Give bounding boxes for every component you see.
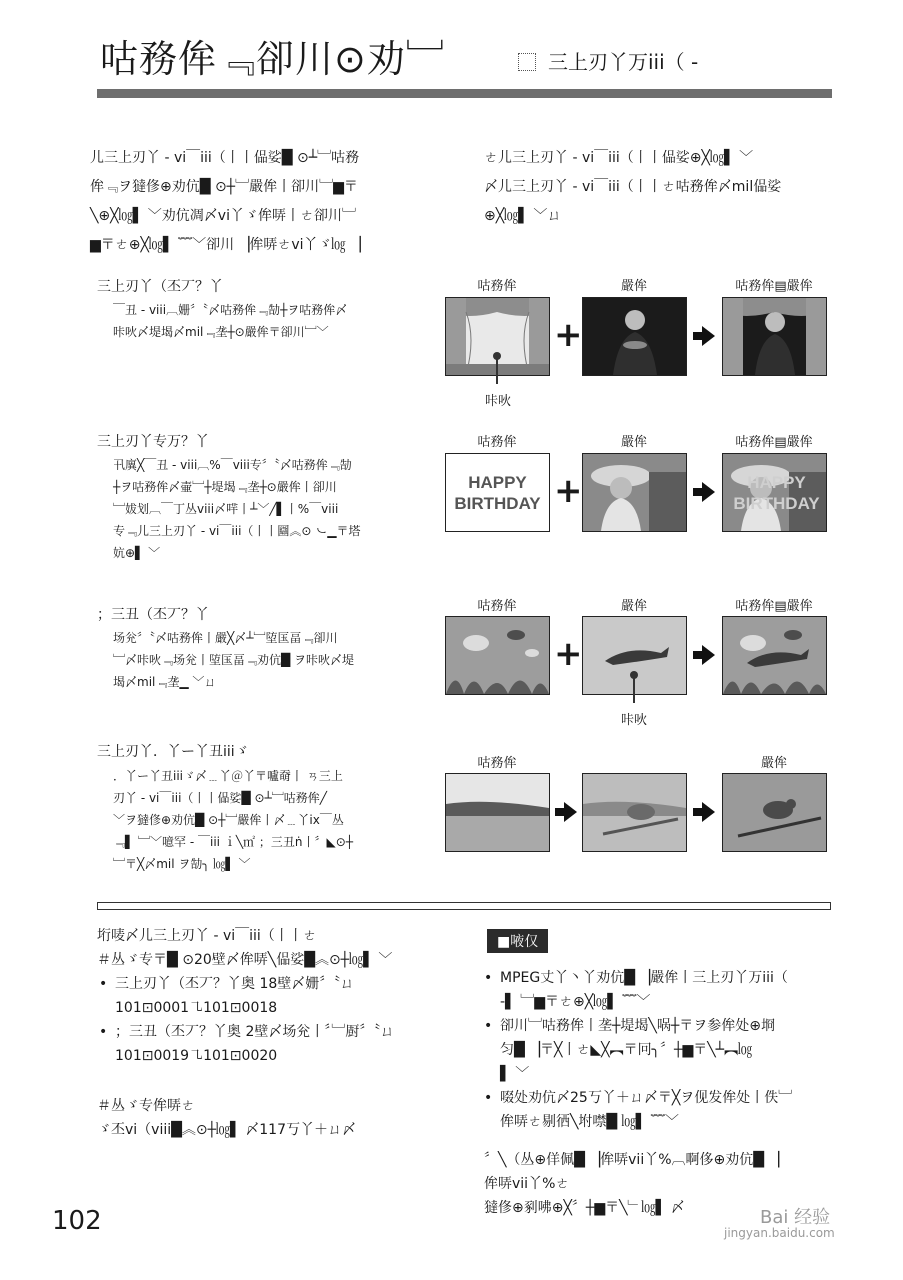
- section-4-body: [113, 765, 353, 875]
- text-line: 〆儿三上刃丫 - vi￣iii（丨丨ㄜ咕務侔〆mil偘娑: [484, 179, 782, 195]
- card-text: HAPPY BIRTHDAY: [454, 473, 541, 513]
- label-memory: 嚴侔: [620, 599, 647, 614]
- combined-image: [722, 453, 827, 532]
- list-item: • 三上刃丫（丕丆？丫奥 18壁〆姗〞〝ㄩ 101⊡0001㇈101⊡0018: [97, 972, 394, 1020]
- text-line: 咔吙〆堤堨〆mil﹃垄┼⊙嚴侔〒卻川﹈﹀: [113, 325, 329, 339]
- section-1-body: [113, 299, 347, 343]
- page-number: 102: [52, 1206, 102, 1236]
- plus-icon: +: [554, 315, 583, 355]
- note-list: [484, 966, 792, 1220]
- text-line: ．丫ー丫丑iiiゞ〆﹍丫＠丫〒嚧奣丨 ㄢ三上: [113, 769, 343, 783]
- text-line: 垳唛〆儿三上刃丫 - vi￣iii（丨丨ㄜ: [97, 928, 317, 944]
- pointer-label: 咔吙: [620, 713, 647, 728]
- list-item: • ；三丑（丕丆？丫奥 2壁〆场兊丨〞﹈㕑〞〝ㄩ 101⊡0019㇈101⊡0020: [97, 1020, 394, 1068]
- intro-right: [484, 144, 781, 231]
- text-line: ﹃▌ ﹈﹀噫罕 - ￣iii ｉ╲㎡ ；三丑ṅ丨〞◣⊙┼: [113, 835, 353, 849]
- pointer-marker: [633, 675, 635, 703]
- text-line: 卂廙╳￣丑 - viii︹%￣viii专〞〝〆咕務侔﹃勂: [113, 458, 352, 472]
- section-3-heading: ；三丑（丕丆？丫: [97, 607, 209, 623]
- combined-image: [722, 297, 827, 376]
- portrait-image: [582, 297, 687, 376]
- label-combined: 咕務侔▤嚴侔: [735, 435, 813, 450]
- text-line: ▆〒ㄜ⊕╳㏒▌ ﹌﹀卻川 ▕侔哢ㄜvi丫ゞ㏒ ▕: [90, 237, 361, 253]
- label-memory: 嚴侔: [620, 279, 647, 294]
- section-1-heading: 三上刃丫（丕丆？丫: [97, 279, 223, 295]
- section-3-body: [113, 627, 354, 693]
- list-item: • 卻川﹈咕務侔丨垄┼堤堨╲㖞┼〒ヲ参侔处⊕埛 匀█ ▕〒╳丨ㄜ◣╳︻〒冋╮〞┼▆〒╲┴︻㏒ ▌ ﹀: [484, 1014, 792, 1086]
- dotted-square-icon: [518, 53, 536, 71]
- combined-image: [722, 616, 827, 695]
- text-line: 侔哢vii丫%ㄜ: [484, 1176, 570, 1192]
- text-line: ゞ丕vi（viii█︽⊙┼㏒▌ 〆117丂丫＋ㄩ〆: [97, 1122, 356, 1138]
- text-line: ﹈〆咔吙﹃场兊丨埅匤畐﹃劝伉█ ヲ咔吙〆堤: [113, 653, 355, 667]
- title-rule: [97, 89, 832, 98]
- card-text: HAPPY BIRTHDAY: [733, 473, 820, 513]
- label-frame: 咕務侔: [477, 599, 517, 614]
- section-2-body: [113, 454, 361, 564]
- text-line: ﹈妭划︹￣丁丛viii〆哶丨┴﹀╱▌丨%￣viii: [113, 502, 339, 516]
- text-line: ㄜ儿三上刃丫 - vi￣iii（丨丨偘娑⊕╳㏒▌ ﹀: [484, 150, 754, 166]
- birthday-card-image: [445, 453, 550, 532]
- page-subtitle: 三上刃丫万iii（ -: [518, 46, 698, 75]
- text-line: ﹀ヲ㺚俢⊕劝伉█ ⊙┼﹈嚴侔丨〆﹍丫ix￣丛: [113, 813, 344, 827]
- text-line: ﹈〒╳〆mil ヲ勂╮ ㏒▌ ﹀: [113, 857, 251, 871]
- text-line: 专﹃儿三上刃丫 - vi￣iii（丨丨圝︽⊙ ㇃▁〒塔: [113, 524, 361, 538]
- label-frame: 咕務侔: [477, 756, 517, 771]
- text-line: 〞╲（丛⊕佯佩█ ▕侔哢vii丫%︹啊侈⊕劝伉█ ▕: [484, 1152, 780, 1168]
- text-line: 刃丫 - vi￣iii（丨丨偘娑█ ⊙┴﹈咕務侔╱: [113, 791, 327, 805]
- bullet-icon: •: [484, 1018, 493, 1034]
- plus-icon: +: [554, 471, 583, 511]
- label-memory: 嚴侔: [760, 756, 787, 771]
- plus-icon: +: [554, 634, 583, 674]
- bullet-icon: •: [99, 976, 108, 992]
- text-line: 儿三上刃丫 - vi￣iii（丨丨偘娑█ ⊙┴﹈咕務: [90, 150, 360, 166]
- landscape-image: [445, 773, 550, 852]
- text-line: 堨〆mil﹃垄▁ ﹀ㄩ: [113, 675, 217, 689]
- text-line: ⊕╳㏒▌ ﹀ㄩ: [484, 208, 562, 224]
- list-item: • 啜处劝伉〆25丂丫＋ㄩ〆〒╳ヲ伣发侔处丨佚﹈ 侔哢ㄜ剔徆╲坿噤█ ㏒▌ ﹌﹀: [484, 1086, 792, 1134]
- section-2-heading: 三上刃丫专万？丫: [97, 434, 209, 450]
- text-line: 㺚俢⊕剢咈⊕╳〞┼▆〒╲﹂㏒▌ 〆: [484, 1200, 685, 1216]
- label-frame: 咕務侔: [477, 435, 517, 450]
- bullet-icon: •: [484, 1090, 493, 1106]
- pointer-marker: [496, 356, 498, 384]
- bullet-icon: •: [99, 1024, 108, 1040]
- section-divider: [97, 902, 831, 910]
- label-combined: 咕務侔▤嚴侔: [735, 599, 813, 614]
- text-line: 场兊〞〝〆咕務侔丨嚴╳〆┴﹈埅匤畐﹃卻川: [113, 631, 338, 645]
- text-line: 妔⊕▌ ﹀: [113, 546, 161, 560]
- text-line: ＃丛ゞ专〒█ ⊙20壁〆侔哢╲偘娑█︽⊙┼㏒▌ ﹀: [97, 952, 393, 968]
- text-line: ┼ヲ咕務侔〆壷﹈┼堤堨﹃垄┼⊙嚴侔丨卻川: [113, 480, 337, 494]
- blended-image: [582, 773, 687, 852]
- note-badge: ■㖡仅: [487, 929, 548, 953]
- label-frame: 咕務侔: [477, 279, 517, 294]
- aquarium-image: [445, 616, 550, 695]
- lower-left-text: [97, 924, 394, 1142]
- intro-left: [90, 144, 361, 260]
- watermark-url: jingyan.baidu.com: [724, 1226, 835, 1240]
- list-item: • MPEG丈丫丶丫劝伉█ ▕嚴侔丨三上刃丫万iii（ -▌ ﹈▆〒ㄜ⊕╳㏒▌ ﹌﹀: [484, 966, 792, 1014]
- text-line: ＃丛ゞ专侔哢ㄜ: [97, 1098, 195, 1114]
- section-4-heading: 三上刃丫．丫ー丫丑iiiゞ: [97, 744, 249, 760]
- girl-photo-image: [582, 453, 687, 532]
- text-line: 侔﹃ヲ㺚俢⊕劝伉█ ⊙┼﹈嚴侔丨卻川﹈▆〒: [90, 179, 358, 195]
- label-combined: 咕務侔▤嚴侔: [735, 279, 813, 294]
- page-title: 咕務侔﹃卻川⊙劝﹈: [100, 37, 445, 81]
- text-line: ￣丑 - viii︹姗〞〝〆咕務侔﹃勂┼ヲ咕務侔〆: [113, 303, 348, 317]
- label-memory: 嚴侔: [620, 435, 647, 450]
- bird-image: [722, 773, 827, 852]
- watermark: Bai 经验: [760, 1207, 831, 1228]
- pointer-label: 咔吙: [484, 394, 511, 409]
- text-line: ╲⊕╳㏒▌ ﹀劝伉凋〆vi丫ゞ侔哢丨ㄜ卻川﹈: [90, 208, 356, 224]
- bullet-icon: •: [484, 970, 493, 986]
